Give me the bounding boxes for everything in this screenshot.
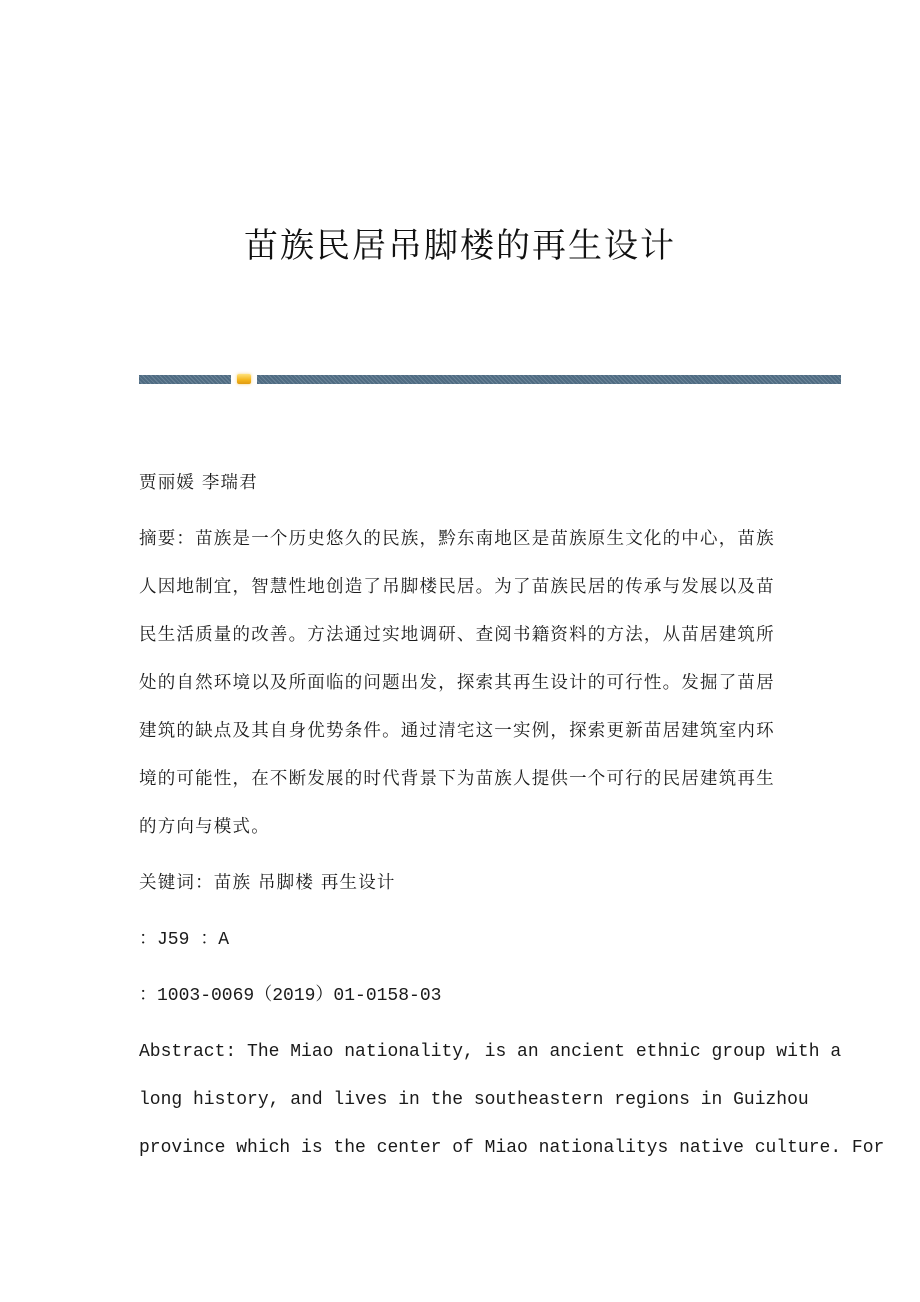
keywords: 关键词：苗族 吊脚楼 再生设计: [139, 873, 396, 893]
abstract-cn-line: 民生活质量的改善。方法通过实地调研、查阅书籍资料的方法，从苗居建筑所: [139, 625, 775, 645]
abstract-cn-line: 摘要：苗族是一个历史悠久的民族，黔东南地区是苗族原生文化的中心，苗族: [139, 529, 775, 549]
abstract-en-line: Abstract: The Miao nationality, is an ancient ethnic group with a: [139, 1042, 842, 1062]
abstract-en-line: province which is the center of Miao nationalitys native culture. For: [139, 1138, 885, 1158]
abstract-en-line: long history, and lives in the southeastern regions in Guizhou: [139, 1090, 809, 1110]
divider-bar-left: [139, 375, 231, 384]
document-title: 苗族民居吊脚楼的再生设计: [244, 226, 676, 266]
divider-ornament-icon: [237, 374, 251, 384]
article-id: ：1003-0069（2019）01-0158-03: [139, 986, 442, 1006]
divider-bar-right: [257, 375, 841, 384]
abstract-cn-line: 的方向与模式。: [139, 817, 270, 837]
abstract-cn-line: 境的可能性，在不断发展的时代背景下为苗族人提供一个可行的民居建筑再生: [139, 769, 775, 789]
abstract-cn-line: 处的自然环境以及所面临的问题出发，探索其再生设计的可行性。发掘了苗居: [139, 673, 775, 693]
abstract-cn-line: 人因地制宜，智慧性地创造了吊脚楼民居。为了苗族民居的传承与发展以及苗: [139, 577, 775, 597]
authors: 贾丽媛 李瑞君: [139, 473, 258, 493]
classification-code: ：J59 ：A: [139, 930, 230, 950]
title-divider: [139, 375, 841, 384]
abstract-cn-line: 建筑的缺点及其自身优势条件。通过清宅这一实例，探索更新苗居建筑室内环: [139, 721, 775, 741]
